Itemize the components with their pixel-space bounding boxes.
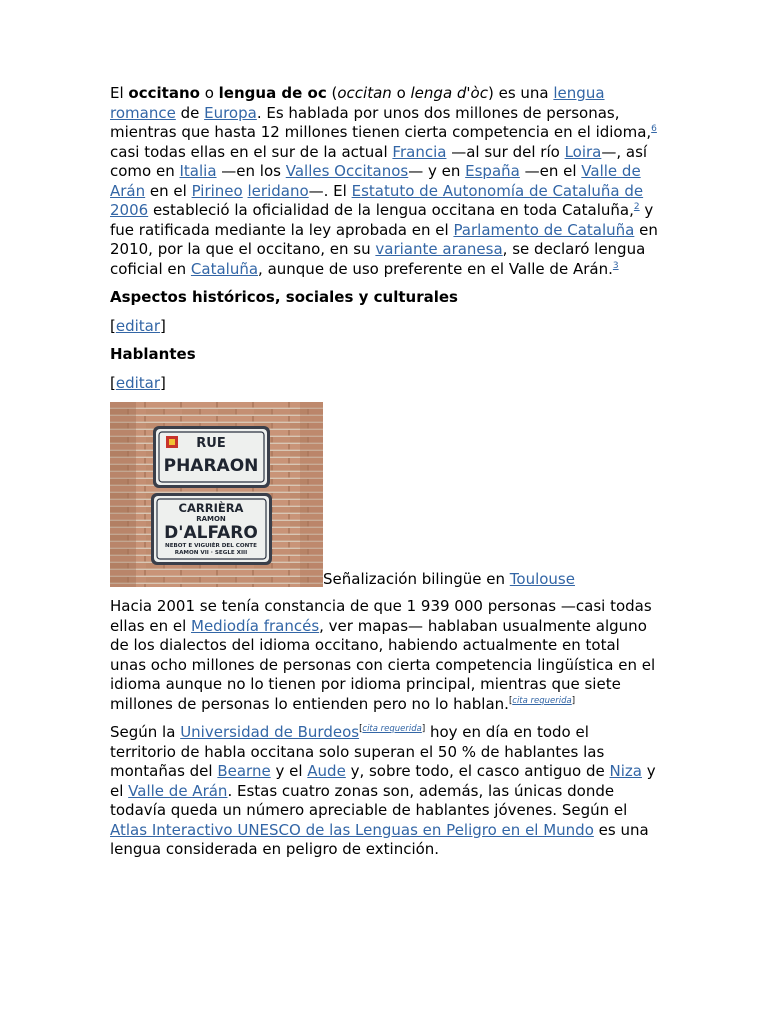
section-heading-aspectos: Aspectos históricos, sociales y culturales	[110, 288, 458, 306]
edit-section-hablantes	[110, 374, 658, 394]
ref-6[interactable]	[651, 124, 657, 134]
text: y fue ratificada mediante la ley aprobada en el	[110, 201, 654, 239]
link-toulouse[interactable]: Toulouse	[509, 570, 575, 588]
text: o	[199, 84, 219, 102]
link-leridano[interactable]: leridano	[247, 181, 309, 200]
figure-caption	[323, 570, 575, 589]
term-occitan: occitan	[337, 84, 392, 102]
link-valle-de-aran[interactable]: Valle de Arán	[110, 162, 641, 200]
term-lenga-doc: lenga d'òc	[410, 84, 488, 102]
street-sign-photo[interactable]	[110, 402, 323, 587]
edit-link[interactable]: editar	[115, 373, 161, 392]
link-europa[interactable]: Europa	[204, 103, 257, 122]
text: — y en	[408, 162, 466, 180]
link-atlas-unesco[interactable]: Atlas Interactivo UNESCO de las Lenguas en Peligro en el Mundo	[110, 820, 594, 839]
text: y el	[270, 762, 308, 780]
link-valle-de-aran-2[interactable]: Valle de Arán	[128, 781, 228, 800]
text: y, sobre todo, el casco antiguo de	[345, 762, 610, 780]
section-heading-hablantes: Hablantes	[110, 345, 196, 363]
link-variante-aranesa[interactable]: variante aranesa	[375, 240, 503, 258]
article-body	[110, 84, 658, 869]
text: , aunque de uso preferente en el Valle de Arán.	[258, 259, 613, 278]
text: —al sur del río	[446, 142, 565, 161]
text: casi todas ellas en el sur de la actual	[110, 142, 393, 161]
edit-link[interactable]: editar	[115, 316, 161, 335]
text: hoy en día en todo el territorio de habla occitana solo superan el 50 % de hablantes las montañas del	[110, 723, 605, 780]
link-pirineo[interactable]: Pirineo	[191, 181, 243, 200]
sign1-line1: RUE	[196, 436, 226, 451]
link-francia[interactable]: Francia	[392, 142, 447, 161]
link-espana[interactable]: España	[465, 162, 520, 180]
text: (	[326, 84, 338, 102]
bracket: ]	[571, 695, 576, 706]
link-aude[interactable]: Aude	[307, 762, 346, 780]
bracket: [	[508, 695, 513, 706]
term-occitano: occitano	[128, 84, 200, 102]
text: en el	[145, 181, 192, 200]
text: o	[391, 84, 411, 102]
text: . Es hablada por unos dos millones de personas, mientras que hasta 12 millones tienen cierta competencia en el idioma,	[110, 103, 652, 141]
citation-needed	[359, 724, 425, 734]
text: —en el	[519, 162, 582, 180]
ref-2-link[interactable]: 2	[633, 202, 640, 212]
sign2-line1: CARRIÈRA	[178, 501, 244, 515]
text: —en los	[216, 162, 286, 180]
bracket: [	[359, 724, 363, 734]
text: Hacia 2001 se tenía constancia de que 1 939 000 personas —casi todas ellas en el	[110, 597, 652, 635]
link-valles-occitanos[interactable]: Valles Occitanos	[285, 162, 409, 180]
figure-street-signs	[110, 402, 658, 587]
sign2-line3: D'ALFARO	[164, 523, 258, 543]
text: , se declaró lengua coficial en	[110, 240, 646, 278]
caption-text: Señalización bilingüe en	[323, 570, 510, 588]
link-niza[interactable]: Niza	[609, 762, 642, 780]
text: estableció la oficialidad de la lengua occitana en toda Cataluña,	[148, 201, 634, 219]
edit-section-aspectos	[110, 317, 658, 337]
intro-paragraph	[110, 84, 658, 279]
sign2-line4: NEBOT E VIGUIÈR DEL CONTE	[165, 543, 257, 549]
term-lengua-de-oc: lengua de oc	[218, 84, 327, 102]
link-universidad-burdeos[interactable]: Universidad de Burdeos	[180, 723, 360, 741]
text: ) es una	[487, 84, 554, 102]
ref-3[interactable]	[613, 261, 619, 271]
bracket: ]	[421, 724, 426, 734]
text: —, así como en	[110, 142, 648, 180]
text: . Estas cuatro zonas son, además, las únicas donde todavía queda un número apreciable de hablantes jóvenes. Según el	[110, 781, 628, 819]
sign1-line2: PHARAON	[163, 456, 259, 476]
citation-needed	[509, 696, 575, 706]
text: , ver mapas— hablaban usualmente alguno de los dialectos del idioma occitano, habiendo actualmente en total unas ocho millones de personas con cierta competencia lingüística en el idioma aunque no lo tienen por idioma principal, mientras que siete millones de personas lo entienden pero no lo hablan.	[110, 616, 656, 713]
text: en 2010, por la que el occitano, en su	[110, 220, 658, 258]
bracket: [	[110, 373, 116, 392]
link-lengua-romance[interactable]: lengua romance	[110, 84, 605, 122]
bracket: ]	[160, 373, 166, 392]
text: —. El	[308, 181, 352, 200]
link-mediodia-frances[interactable]: Mediodía francés	[191, 616, 320, 635]
text: de	[175, 103, 205, 122]
citation-needed-link[interactable]: cita requerida	[362, 724, 422, 734]
ref-6-link[interactable]: 6	[651, 124, 657, 134]
link-estatuto[interactable]: Estatuto de Autonomía de Cataluña de 2006	[110, 181, 644, 219]
paragraph-hablantes-2001	[110, 597, 658, 714]
link-parlamento[interactable]: Parlamento de Cataluña	[453, 220, 635, 239]
bracket: [	[110, 316, 116, 335]
bracket: ]	[160, 316, 166, 335]
text: y el	[110, 762, 656, 800]
text: El	[110, 84, 129, 102]
text: es una lengua considerada en peligro de extinción.	[110, 820, 649, 858]
link-cataluna[interactable]: Cataluña	[190, 259, 259, 278]
text: Según la	[110, 723, 181, 741]
link-loira[interactable]: Loira	[564, 142, 602, 161]
sign2-line5: RAMON VII · SEGLE XIII	[174, 550, 248, 556]
citation-needed-link[interactable]: cita requerida	[512, 695, 572, 706]
link-bearne[interactable]: Bearne	[217, 762, 271, 780]
ref-3-link[interactable]: 3	[612, 260, 619, 271]
link-italia[interactable]: Italia	[179, 162, 217, 180]
paragraph-universidad	[110, 723, 658, 860]
sign2-line2: RAMON	[196, 515, 226, 523]
